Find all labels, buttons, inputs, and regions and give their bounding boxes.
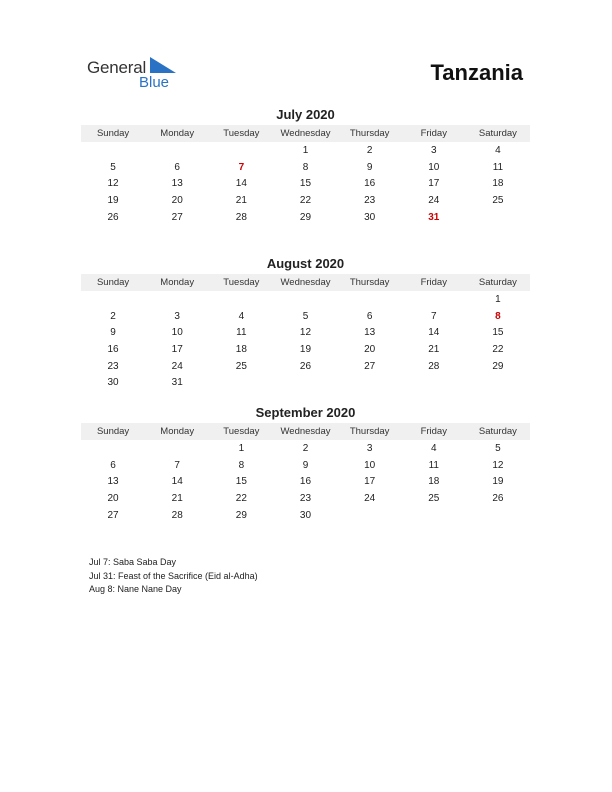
day-cell: 16 bbox=[299, 476, 312, 488]
weekday-label: Wednesday bbox=[280, 426, 331, 437]
day-cell: 11 bbox=[428, 459, 439, 471]
holiday-day-cell: 8 bbox=[495, 310, 501, 322]
empty-cell bbox=[402, 375, 466, 392]
day-cell: 28 bbox=[171, 509, 183, 521]
day-cell: 20 bbox=[107, 493, 119, 505]
week-row bbox=[81, 458, 530, 475]
day-cell: 10 bbox=[428, 161, 440, 173]
day-cell: 22 bbox=[299, 195, 312, 207]
day-cell: 18 bbox=[235, 344, 247, 356]
week-row bbox=[81, 309, 530, 326]
week-row bbox=[81, 160, 530, 177]
empty-cell bbox=[402, 508, 466, 525]
week-row bbox=[81, 193, 530, 210]
empty-cell bbox=[145, 143, 209, 160]
empty-cell bbox=[338, 508, 402, 525]
weekday-label: Sunday bbox=[96, 426, 130, 437]
day-cell: 10 bbox=[364, 459, 376, 471]
day-cell: 15 bbox=[235, 476, 247, 488]
logo-triangle-icon bbox=[150, 57, 176, 73]
day-cell: 27 bbox=[107, 509, 119, 521]
weekday-label: Thursday bbox=[349, 426, 390, 437]
day-cell: 18 bbox=[492, 178, 504, 190]
holiday-day-cell: 31 bbox=[428, 211, 440, 223]
holiday-note: Aug 8: Nane Nane Day bbox=[89, 584, 182, 594]
empty-cell bbox=[273, 375, 337, 392]
empty-cell bbox=[209, 375, 273, 392]
day-cell: 24 bbox=[364, 493, 376, 505]
empty-cell bbox=[338, 292, 402, 309]
weekday-label: Friday bbox=[420, 426, 447, 437]
week-row bbox=[81, 143, 530, 160]
empty-cell bbox=[81, 441, 145, 458]
weekday-label: Tuesday bbox=[223, 277, 260, 288]
month-august bbox=[81, 256, 530, 392]
month-title: August 2020 bbox=[266, 256, 345, 271]
day-cell: 4 bbox=[495, 145, 501, 156]
week-row bbox=[81, 474, 530, 491]
logo-text-general: General bbox=[87, 58, 147, 77]
day-cell: 21 bbox=[235, 195, 247, 207]
day-cell: 15 bbox=[492, 327, 504, 339]
weekday-label: Monday bbox=[160, 128, 195, 139]
empty-cell bbox=[145, 292, 209, 309]
day-cell: 12 bbox=[107, 178, 119, 190]
holiday-note: Jul 7: Saba Saba Day bbox=[89, 557, 177, 567]
day-cell: 30 bbox=[107, 377, 119, 389]
day-cell: 1 bbox=[495, 294, 501, 305]
day-cell: 16 bbox=[364, 178, 376, 190]
day-cell: 31 bbox=[171, 377, 183, 389]
empty-cell bbox=[81, 292, 145, 309]
weekday-label: Friday bbox=[420, 277, 447, 288]
week-row bbox=[81, 292, 530, 309]
weekday-label: Thursday bbox=[349, 277, 390, 288]
month-grid bbox=[81, 292, 530, 392]
day-cell: 29 bbox=[492, 360, 504, 372]
weekday-label: Wednesday bbox=[280, 277, 331, 288]
weekday-label: Wednesday bbox=[280, 128, 331, 139]
week-row bbox=[81, 325, 530, 342]
day-cell: 9 bbox=[366, 161, 373, 173]
day-cell: 13 bbox=[364, 327, 376, 339]
day-cell: 25 bbox=[492, 195, 504, 207]
day-cell: 22 bbox=[492, 344, 504, 356]
day-cell: 26 bbox=[299, 360, 312, 372]
day-cell: 26 bbox=[492, 493, 504, 505]
empty-cell bbox=[466, 375, 530, 392]
month-title: September 2020 bbox=[255, 405, 356, 420]
generalblue-logo bbox=[87, 55, 197, 95]
month-grid bbox=[81, 441, 530, 524]
day-cell: 7 bbox=[174, 459, 180, 471]
day-cell: 2 bbox=[366, 145, 373, 156]
weekday-header bbox=[81, 274, 530, 291]
week-row bbox=[81, 491, 530, 508]
empty-cell bbox=[466, 508, 530, 525]
day-cell: 19 bbox=[107, 195, 119, 207]
weekday-label: Monday bbox=[160, 277, 195, 288]
day-cell: 27 bbox=[171, 211, 183, 223]
day-cell: 18 bbox=[428, 476, 440, 488]
day-cell: 13 bbox=[107, 476, 119, 488]
weekday-label: Sunday bbox=[96, 128, 130, 139]
day-cell: 3 bbox=[366, 443, 373, 454]
day-cell: 3 bbox=[174, 310, 180, 322]
empty-cell bbox=[466, 210, 530, 227]
holiday-notes bbox=[89, 556, 258, 597]
week-row bbox=[81, 210, 530, 227]
day-cell: 29 bbox=[299, 211, 312, 223]
day-cell: 12 bbox=[299, 327, 312, 339]
day-cell: 25 bbox=[235, 360, 247, 372]
day-cell: 11 bbox=[492, 161, 504, 173]
logo-text-blue: Blue bbox=[139, 74, 170, 91]
day-cell: 30 bbox=[364, 211, 376, 223]
day-cell: 6 bbox=[174, 161, 180, 173]
day-cell: 15 bbox=[299, 178, 312, 190]
day-cell: 14 bbox=[235, 178, 247, 190]
day-cell: 22 bbox=[235, 493, 247, 505]
day-cell: 6 bbox=[366, 310, 373, 322]
day-cell: 19 bbox=[299, 344, 312, 356]
month-title: July 2020 bbox=[276, 107, 335, 122]
day-cell: 30 bbox=[299, 509, 312, 521]
empty-cell bbox=[145, 441, 209, 458]
week-row bbox=[81, 359, 530, 376]
week-row bbox=[81, 342, 530, 359]
weekday-header bbox=[81, 423, 530, 440]
week-row bbox=[81, 375, 530, 392]
month-grid bbox=[81, 143, 530, 226]
day-cell: 5 bbox=[110, 161, 116, 173]
week-row bbox=[81, 508, 530, 525]
day-cell: 3 bbox=[430, 145, 437, 156]
day-cell: 24 bbox=[171, 360, 183, 372]
weekday-header bbox=[81, 125, 530, 142]
weekday-label: Saturday bbox=[478, 277, 517, 288]
empty-cell bbox=[402, 292, 466, 309]
day-cell: 19 bbox=[492, 476, 504, 488]
day-cell: 9 bbox=[302, 459, 309, 471]
day-cell: 8 bbox=[238, 459, 245, 471]
weekday-label: Saturday bbox=[478, 426, 517, 437]
day-cell: 23 bbox=[107, 360, 119, 372]
empty-cell bbox=[209, 292, 273, 309]
day-cell: 4 bbox=[430, 443, 437, 454]
day-cell: 4 bbox=[238, 310, 245, 322]
day-cell: 28 bbox=[428, 360, 440, 372]
weekday-label: Sunday bbox=[96, 277, 130, 288]
day-cell: 24 bbox=[428, 195, 440, 207]
weekday-label: Monday bbox=[160, 426, 195, 437]
day-cell: 1 bbox=[302, 145, 309, 156]
day-cell: 17 bbox=[428, 178, 440, 190]
day-cell: 6 bbox=[110, 459, 116, 471]
weekday-label: Saturday bbox=[478, 128, 517, 139]
day-cell: 13 bbox=[171, 178, 183, 190]
day-cell: 23 bbox=[364, 195, 376, 207]
day-cell: 23 bbox=[299, 493, 312, 505]
day-cell: 17 bbox=[364, 476, 376, 488]
empty-cell bbox=[273, 292, 337, 309]
day-cell: 29 bbox=[235, 509, 247, 521]
weekday-label: Friday bbox=[420, 128, 447, 139]
day-cell: 11 bbox=[236, 327, 247, 339]
day-cell: 8 bbox=[302, 161, 309, 173]
day-cell: 20 bbox=[171, 195, 183, 207]
month-september bbox=[81, 405, 530, 524]
day-cell: 26 bbox=[107, 211, 119, 223]
day-cell: 2 bbox=[302, 443, 309, 454]
weekday-label: Tuesday bbox=[223, 128, 260, 139]
weekday-label: Thursday bbox=[349, 128, 390, 139]
day-cell: 21 bbox=[428, 344, 440, 356]
day-cell: 1 bbox=[238, 443, 245, 454]
day-cell: 21 bbox=[171, 493, 183, 505]
holiday-day-cell: 7 bbox=[238, 161, 245, 173]
day-cell: 20 bbox=[364, 344, 376, 356]
day-cell: 16 bbox=[107, 344, 119, 356]
week-row bbox=[81, 176, 530, 193]
empty-cell bbox=[81, 143, 145, 160]
day-cell: 28 bbox=[235, 211, 247, 223]
day-cell: 5 bbox=[495, 443, 501, 454]
day-cell: 9 bbox=[110, 327, 116, 339]
week-row bbox=[81, 441, 530, 458]
weekday-label: Tuesday bbox=[223, 426, 260, 437]
day-cell: 27 bbox=[364, 360, 376, 372]
day-cell: 14 bbox=[428, 327, 440, 339]
day-cell: 10 bbox=[171, 327, 183, 339]
day-cell: 7 bbox=[430, 310, 437, 322]
holiday-note: Jul 31: Feast of the Sacrifice (Eid al-Adha) bbox=[89, 570, 258, 581]
day-cell: 12 bbox=[492, 459, 504, 471]
day-cell: 25 bbox=[428, 493, 440, 505]
empty-cell bbox=[209, 143, 273, 160]
month-july bbox=[81, 107, 530, 226]
day-cell: 2 bbox=[110, 310, 116, 322]
day-cell: 17 bbox=[171, 344, 183, 356]
day-cell: 14 bbox=[171, 476, 183, 488]
country-title: Tanzania bbox=[430, 60, 523, 85]
empty-cell bbox=[338, 375, 402, 392]
day-cell: 5 bbox=[302, 310, 309, 322]
